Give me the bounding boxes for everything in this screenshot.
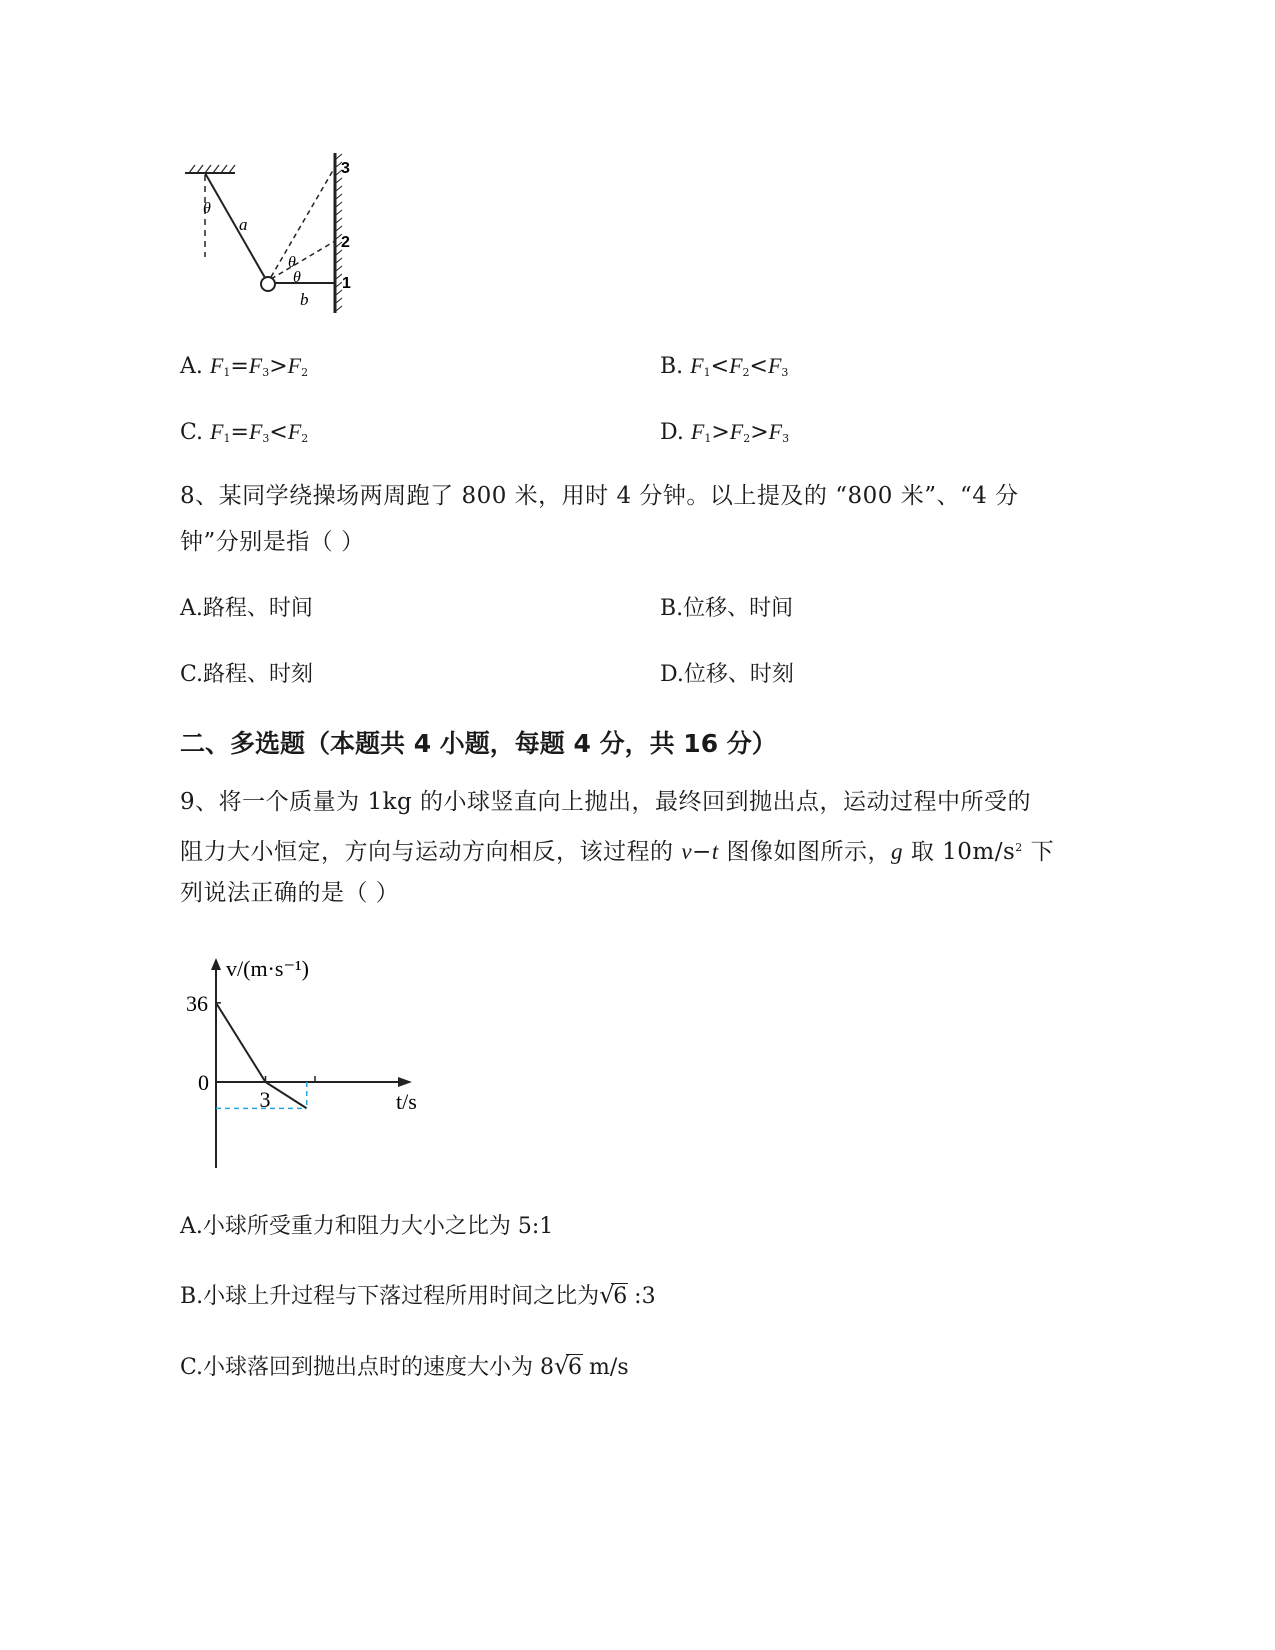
q7-option-d[interactable]: D. $F_1>F_2>F_3$ — [660, 419, 790, 445]
y-axis-arrow — [211, 958, 221, 970]
x-axis-label: t/s — [396, 1089, 417, 1114]
theta-label-lower: θ — [293, 269, 301, 286]
q9-stem-line2: 阻力大小恒定，方向与运动方向相反，该过程的 v−t 图像如图所示，g 取 $10m/s^2$ 下 — [180, 839, 1055, 865]
section-title-multiple-choice: 二、多选题（本题共 4 小题，每题 4 分，共 16 分） — [180, 729, 777, 758]
q8-option-a[interactable]: A.路程、时间 — [180, 596, 313, 621]
theta-label-top: θ — [203, 200, 211, 217]
rope-a-label: a — [239, 215, 248, 234]
q8-stem-line2: 钟”分别是指（ ） — [180, 529, 365, 555]
q7-option-a[interactable]: A. $F_1=F_3>F_2$ — [180, 353, 309, 379]
y-axis-label: v/(m·s⁻¹) — [226, 956, 309, 981]
theta-label-upper: θ — [288, 254, 296, 271]
point-2-label: 2 — [341, 234, 350, 251]
q9-stem-line3: 列说法正确的是（ ） — [180, 880, 400, 906]
q8-option-c[interactable]: C.路程、时刻 — [180, 662, 314, 687]
q9-stem-line1: 9、将一个质量为 1kg 的小球竖直向上抛出，最终回到抛出点，运动过程中所受的 — [180, 789, 1032, 815]
sqrt-symbol: √ 6 — [554, 1352, 583, 1380]
q7-option-c[interactable]: C. $F_1=F_3<F_2$ — [180, 419, 309, 445]
q9-option-b[interactable]: B.小球上升过程与下落过程所用时间之比为 √ 6 :3 — [180, 1282, 656, 1312]
x-axis-arrow — [398, 1077, 412, 1087]
q8-stem-line1: 8、某同学绕操场两周跑了 800 米，用时 4 分钟。以上提及的 “800 米”、“4 分 — [180, 483, 1019, 509]
figure-pendulum — [175, 145, 375, 320]
q7-option-b[interactable]: B. $F_1<F_2<F_3$ — [660, 353, 789, 379]
q8-option-b[interactable]: B.位移、时间 — [660, 596, 794, 621]
y-tick-label: 36 — [186, 990, 208, 1016]
rope-b-label: b — [300, 290, 309, 309]
vt-axes — [186, 956, 417, 1168]
point-3-label: 3 — [341, 160, 350, 177]
q8-option-d[interactable]: D.位移、时刻 — [660, 662, 794, 687]
vt-graph — [170, 940, 440, 1180]
sqrt-symbol: √ 6 — [599, 1281, 628, 1309]
point-1-label: 1 — [342, 275, 351, 292]
q9-option-c[interactable]: C.小球落回到抛出点时的速度大小为 8 √ 6 m/s — [180, 1353, 629, 1383]
q9-option-a[interactable]: A.小球所受重力和阻力大小之比为 5:1 — [180, 1214, 554, 1239]
x-tick-label: 3 — [259, 1087, 271, 1112]
y-tick-label: 0 — [198, 1070, 209, 1095]
